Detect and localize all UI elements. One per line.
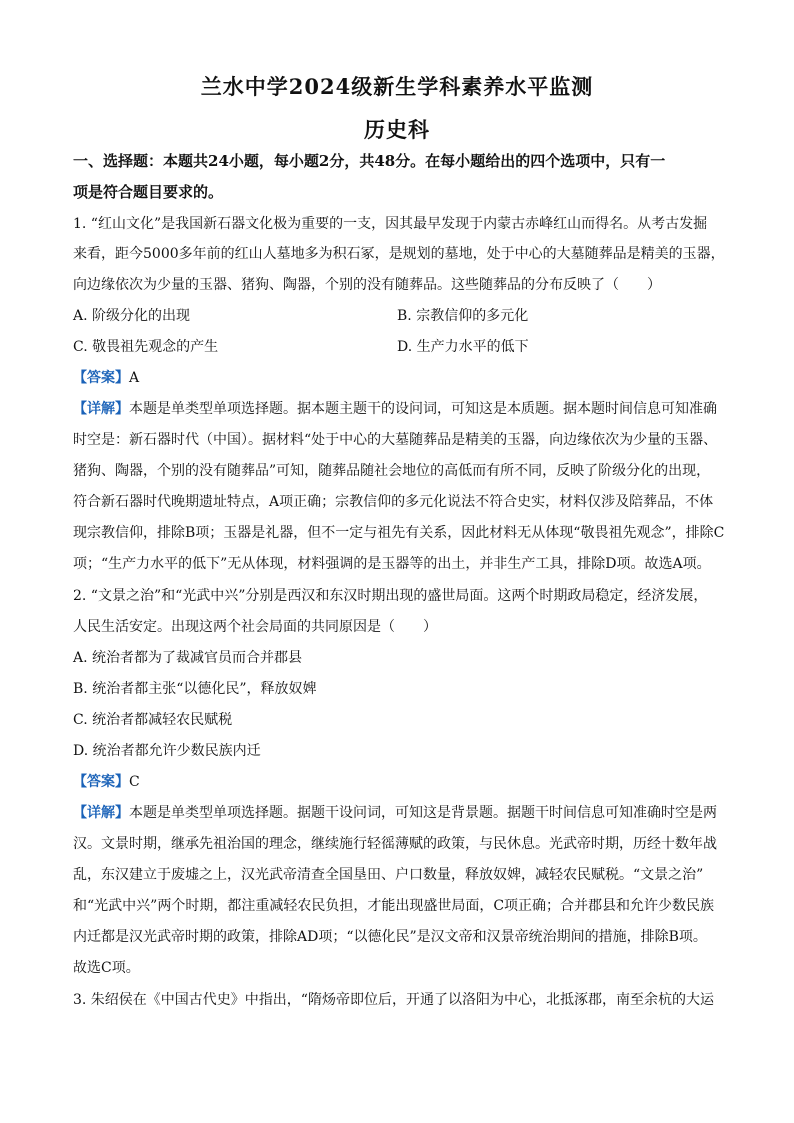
q2-answer [73,772,733,792]
q1-answer [73,368,733,388]
q1-option-d: D. 生产力水平的低下 [397,339,529,355]
q2-option-a: A. 统治者都为了裁减官员而合并郡县 [73,650,303,666]
q1-detail-line-3: 猪狗、陶器，个别的没有随葬品”可知，随葬品随社会地位的高低而有所不同，反映了阶级分化的出现， [73,463,711,479]
answer-label: 【答案】 [73,370,129,386]
q1-detail-line-2: 时空是：新石器时代（中国）。据材料“处于中心的大墓随葬品是精美的玉器，向边缘依次为少量的玉器、 [73,432,718,448]
q1-detail-line-4: 符合新石器时代晚期遗址特点，A项正确；宗教信仰的多元化说法不符合史实，材料仅涉及陪葬品，不体 [73,494,714,510]
detail-label: 【详解】 [73,401,129,417]
q2-detail-line-2: 汉。文景时期，继承先祖治国的理念，继续施行轻徭薄赋的政策，与民休息。光武帝时期，历经十数年战 [73,836,717,852]
page-subtitle: 历史科 [364,117,430,142]
detail-text: 本题是单类型单项选择题。据本题主题干的设问词，可知这是本质题。据本题时间信息可知准确 [129,401,717,417]
q2-detail-line-6: 故选C项。 [73,960,140,976]
q2-option-d: D. 统治者都允许少数民族内迁 [73,743,261,759]
q2-option-b: B. 统治者都主张“以德化民”，释放奴婢 [73,681,317,697]
q1-stem-line-3: 向边缘依次为少量的玉器、猪狗、陶器，个别的没有随葬品。这些随葬品的分布反映了（ ） [73,277,661,293]
q1-option-c: C. 敬畏祖先观念的产生 [73,339,219,355]
q1-option-a: A. 阶级分化的出现 [73,308,191,324]
q3-stem-line-1: 3. 朱绍侯在《中国古代史》中指出，“隋炀帝即位后，开通了以洛阳为中心，北抵涿郡，南至余杭的大运 [73,992,714,1008]
section-heading-line-2: 项是符合题目要求的。 [73,183,224,201]
q1-option-b: B. 宗教信仰的多元化 [397,308,529,324]
q2-detail-line-5: 内迁都是汉光武帝时期的政策，排除AD项；“以德化民”是汉文帝和汉景帝统治期间的措施，排除B项。 [73,929,707,945]
q1-stem-line-2: 来看，距今5000多年前的红山人墓地多为积石冢，是规划的墓地，处于中心的大墓随葬品是精美的玉器， [73,246,725,262]
q1-detail-line-5: 现宗教信仰，排除B项；玉器是礼器，但不一定与祖先有关系，因此材料无从体现“敬畏祖先观念”，排除C [73,525,725,541]
q1-detail-line-6: 项；“生产力水平的低下”无从体现，材料强调的是玉器等的出土，并非生产工具，排除D项。故选A项。 [73,556,711,572]
q2-detail-line-4: 和“光武中兴”两个时期，都注重减轻农民负担，才能出现盛世局面，C项正确；合并郡县和允许少数民族 [73,898,715,914]
q2-detail-line-1 [73,803,733,823]
detail-text: 本题是单类型单项选择题。据题干设问词，可知这是背景题。据题干时间信息可知准确时空是两 [129,805,717,821]
answer-value: C [129,774,140,790]
detail-label: 【详解】 [73,805,129,821]
q2-option-c: C. 统治者都减轻农民赋税 [73,712,233,728]
answer-label: 【答案】 [73,774,129,790]
q2-stem-line-2: 人民生活安定。出现这两个社会局面的共同原因是（ ） [73,619,437,635]
q2-stem-line-1: 2. “文景之治”和“光武中兴”分别是西汉和东汉时期出现的盛世局面。这两个时期政局稳定，经济发展， [73,588,708,604]
q1-stem-line-1: 1. “红山文化”是我国新石器文化极为重要的一支，因其最早发现于内蒙古赤峰红山而得名。从考古发掘 [73,216,708,232]
page-title: 兰水中学2024级新生学科素养水平监测 [200,74,594,99]
answer-value: A [129,370,140,386]
q1-detail-line-1 [73,399,733,419]
section-heading-line-1: 一、选择题：本题共24小题，每小题2分，共48分。在每小题给出的四个选项中，只有一 [73,152,666,170]
q2-detail-line-3: 乱，东汉建立于废墟之上，汉光武帝清查全国垦田、户口数量，释放奴婢，减轻农民赋税。“文景之治” [73,867,704,883]
